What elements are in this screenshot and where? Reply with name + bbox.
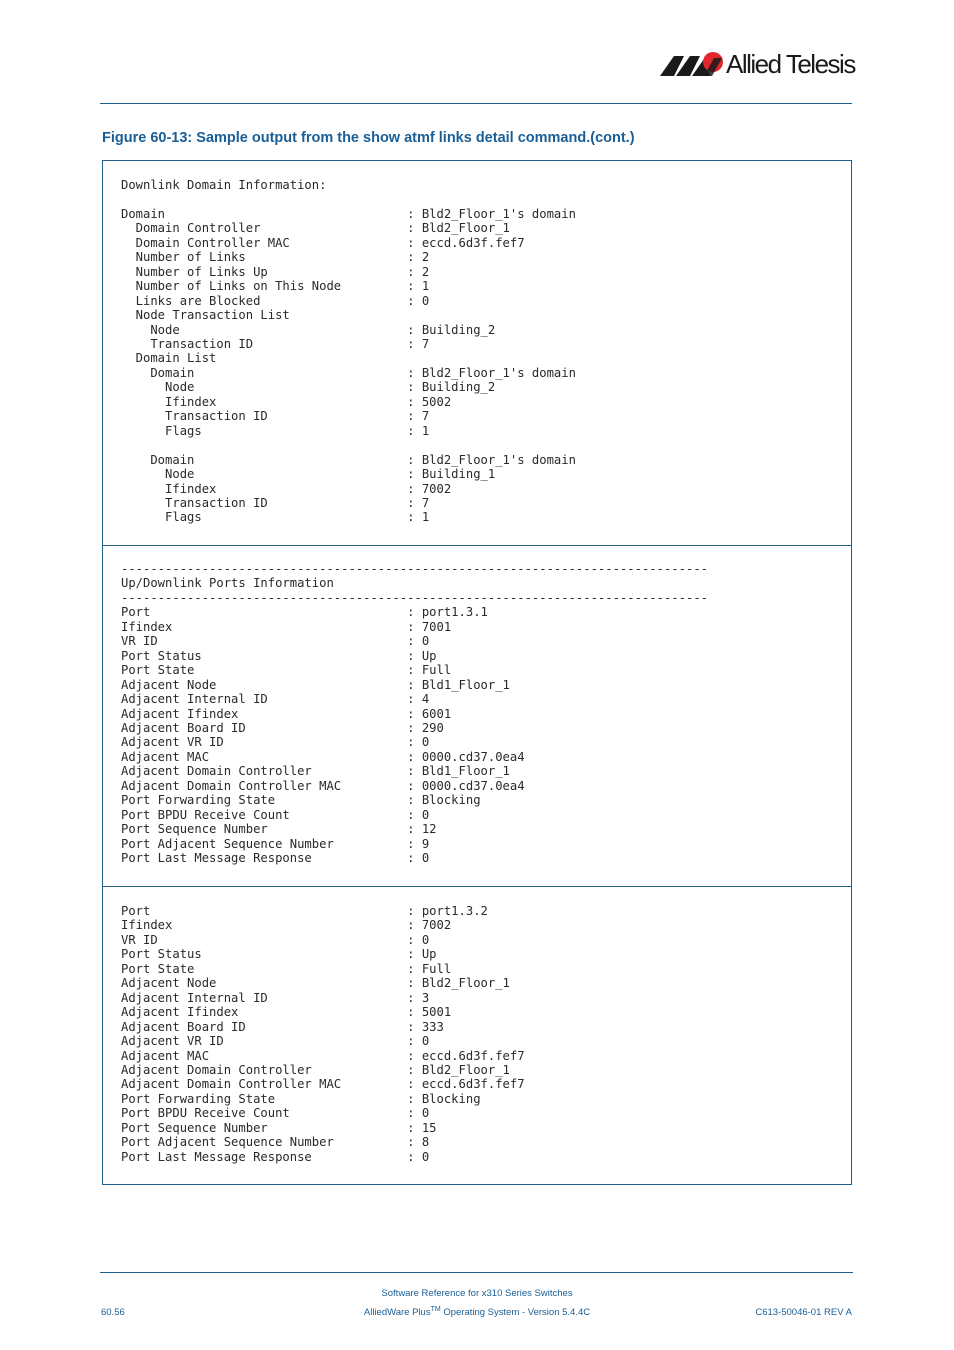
footer-trademark: TM <box>430 1305 441 1313</box>
footer-reference: Software Reference for x310 Series Switches <box>381 1288 573 1299</box>
footer-doc-id: C613-50046-01 REV A <box>755 1307 852 1318</box>
footer-os-suffix: Operating System - Version 5.4.4C <box>440 1307 591 1318</box>
ports-info-panel-2 <box>102 886 852 1185</box>
allied-telesis-logo <box>660 48 856 82</box>
footer-page-number: 60.56 <box>101 1307 125 1318</box>
header-divider <box>100 103 852 104</box>
domain-info-output: Downlink Domain Information: Domain : Bld2_Floor_1's domain Domain Controller : Bld2_Floor_1 Domain Controller MAC : eccd.6d3f.fef7 Number of Links : 2 Number of Links Up : 2 Number of Links on This Node : 1 Links are Blocked : 0 Node Transaction List Node : Building_2 Transaction ID : 7 Domain List Domain : Bld2_Floor_1's domain Node : Building_2 Ifindex : 5002 Transaction ID : 7 Flags : 1 Domain : Bld2_Floor_1's domain Node : Building_1 Ifindex : 7002 Transaction ID : 7 Flags : 1 <box>121 178 576 525</box>
allied-telesis-logo-mark-icon <box>660 50 726 76</box>
ports-info-output-1: -------------------------------------------------------------------------------- Up/Downlink Ports Information -------------------------------------------------------------------------------- Port : port1.3.1 Ifindex : 7001 VR ID : 0 Port Status : Up Port State : Full Adjacent Node : Bld1_Floor_1 Adjacent Internal ID : 4 Adjacent Ifindex : 6001 Adjacent Board ID : 290 Adjacent VR ID : 0 Adjacent MAC : 0000.cd37.0ea4 Adjacent Domain Controller : Bld1_Floor_1 Adjacent Domain Controller MAC : 0000.cd37.0ea4 Port Forwarding State : Blocking Port BPDU Receive Count : 0 Port Sequence Number : 12 Port Adjacent Sequence Number : 9 Port Last Message Response : 0 <box>121 562 708 866</box>
ports-info-output-2: Port : port1.3.2 Ifindex : 7002 VR ID : 0 Port Status : Up Port State : Full Adjacent Node : Bld2_Floor_1 Adjacent Internal ID : 3 Adjacent Ifindex : 5001 Adjacent Board ID : 333 Adjacent VR ID : 0 Adjacent MAC : eccd.6d3f.fef7 Adjacent Domain Controller : Bld2_Floor_1 Adjacent Domain Controller MAC : eccd.6d3f.fef7 Port Forwarding State : Blocking Port BPDU Receive Count : 0 Port Sequence Number : 15 Port Adjacent Sequence Number : 8 Port Last Message Response : 0 <box>121 904 525 1164</box>
ports-info-panel-1 <box>102 545 852 887</box>
footer-divider <box>100 1272 853 1273</box>
domain-info-panel <box>102 160 852 546</box>
logo-wordmark: Allied Telesis <box>726 49 855 79</box>
figure-title: Figure 60-13: Sample output from the show atmf links detail command.(cont.) <box>102 130 635 146</box>
footer-os-prefix: AlliedWare Plus <box>363 1307 431 1318</box>
